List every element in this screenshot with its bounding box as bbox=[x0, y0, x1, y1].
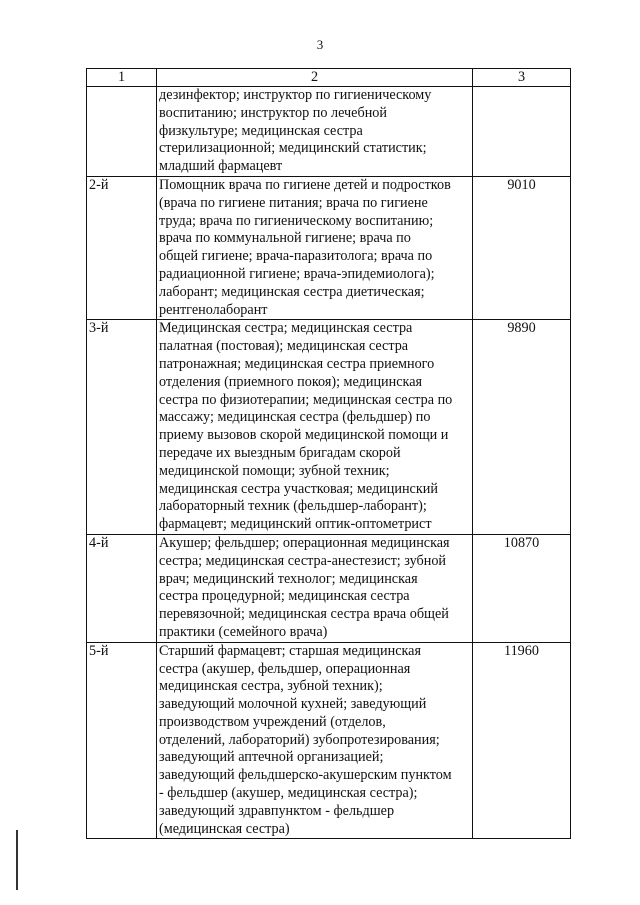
positions-cell: Помощник врача по гигиене детей и подростков (врача по гигиене питания; врача по гигиене труда; врача по гигиеническому воспитанию; врача по коммунальной гигиене; врача по общей гигиене; врача-паразитолога; врача по радиационной гигиене; врача-эпидемиолога); лаборант; медицинская сестра диетическая; рентгенолаборант bbox=[157, 176, 473, 319]
positions-cell: дезинфектор; инструктор по гигиеническому воспитанию; инструктор по лечебной физкультуре; медицинская сестра стерилизационной; медицинский статистик; младший фармацевт bbox=[157, 87, 473, 177]
salary-cell: 11960 bbox=[473, 642, 571, 839]
positions-cell: Медицинская сестра; медицинская сестра палатная (постовая); медицинская сестра патронажная; медицинская сестра приемного отделения (приемного покоя); медицинская сестра по физиотерапии; медицинская сестра по массажу; медицинская сестра (фельдшер) по приему вызовов скорой медицинской помощи и передаче их выездным бригадам скорой медицинской помощи; зубной техник; медицинская сестра участковая; медицинский лабораторный техник (фельдшер-лаборант); фармацевт; медицинский оптик-оптометрист bbox=[157, 320, 473, 535]
level-cell: 5-й bbox=[87, 642, 157, 839]
page-number: 3 bbox=[316, 37, 324, 52]
column-header-3: 3 bbox=[473, 69, 571, 87]
table-row bbox=[87, 642, 571, 839]
salary-cell bbox=[473, 87, 571, 177]
salary-cell: 10870 bbox=[473, 534, 571, 642]
positions-cell: Акушер; фельдшер; операционная медицинская сестра; медицинская сестра-анестезист; зубной врач; медицинский технолог; медицинская сестра процедурной; медицинская сестра перевязочной; медицинская сестра врача общей практики (семейного врача) bbox=[157, 534, 473, 642]
table-row bbox=[87, 176, 571, 319]
level-cell: 4-й bbox=[87, 534, 157, 642]
salary-levels-table bbox=[86, 68, 571, 839]
level-cell: 2-й bbox=[87, 176, 157, 319]
level-cell: 3-й bbox=[87, 320, 157, 535]
table-header-row bbox=[87, 69, 571, 87]
table-row bbox=[87, 87, 571, 177]
level-cell bbox=[87, 87, 157, 177]
table-row bbox=[87, 320, 571, 535]
column-header-1: 1 bbox=[87, 69, 157, 87]
table-row bbox=[87, 534, 571, 642]
salary-cell: 9890 bbox=[473, 320, 571, 535]
salary-cell: 9010 bbox=[473, 176, 571, 319]
positions-cell: Старший фармацевт; старшая медицинская сестра (акушер, фельдшер, операционная медицинская сестра, зубной техник); заведующий молочной кухней; заведующий производством учреждений (отделов, отделений, лабораторий) зубопротезирования; заведующий аптечной организацией; заведующий фельдшерско-акушерским пунктом - фельдшер (акушер, медицинская сестра); заведующий здравпунктом - фельдшер (медицинская сестра) bbox=[157, 642, 473, 839]
column-header-2: 2 bbox=[157, 69, 473, 87]
scan-edge-mark bbox=[16, 830, 18, 890]
